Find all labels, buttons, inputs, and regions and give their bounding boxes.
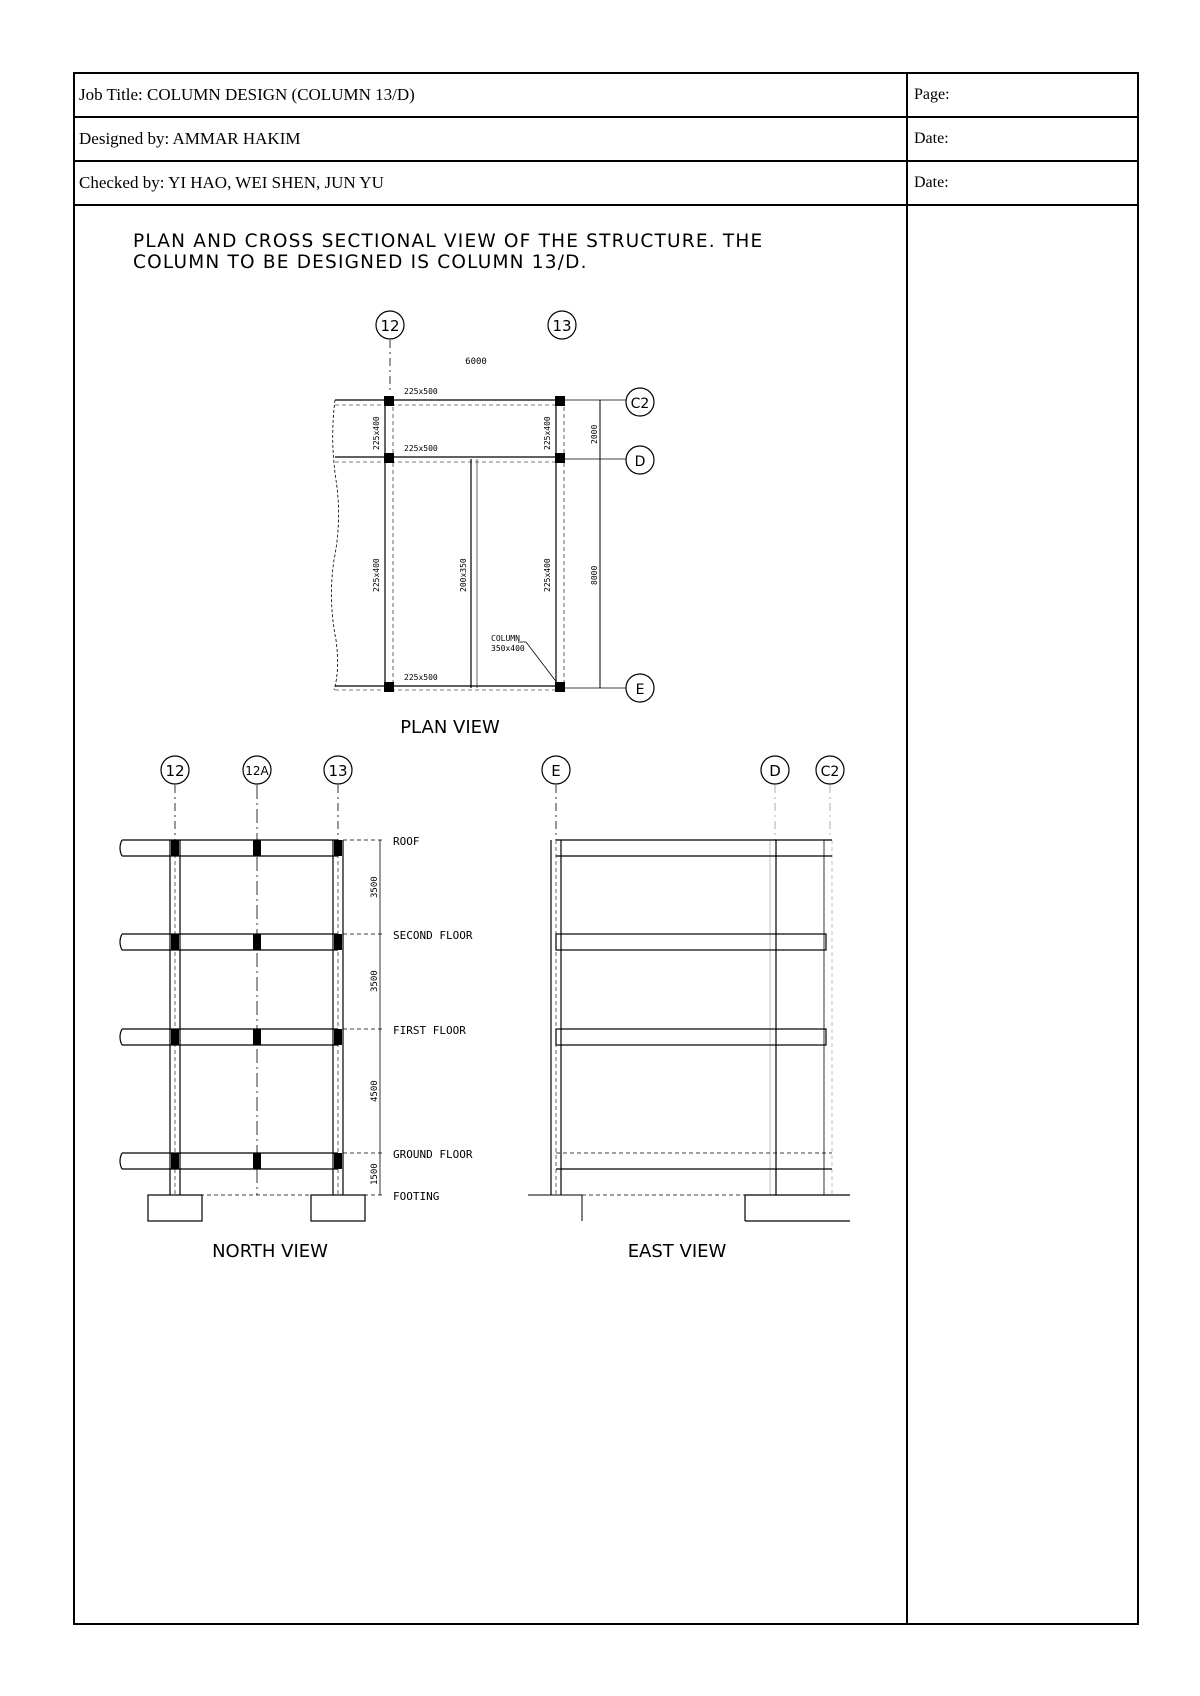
footing-e — [528, 1195, 582, 1221]
plan-beam-mid-label: 225x500 — [404, 444, 438, 453]
job-title: Job Title: COLUMN DESIGN (COLUMN 13/D) — [75, 74, 908, 116]
grid-bubble-13-north — [324, 756, 352, 784]
svg-text:D: D — [769, 762, 781, 780]
north-view — [120, 756, 473, 1262]
plan-beam-top-label: 225x500 — [404, 387, 438, 396]
svg-text:C2: C2 — [630, 396, 650, 412]
grid-bubble-e-plan — [626, 674, 654, 702]
grid-bubble-12-plan — [376, 311, 404, 339]
north-height-3: 4500 — [370, 1080, 380, 1102]
north-height-4: 1500 — [370, 1163, 380, 1185]
date-label-designed: Date: — [914, 130, 949, 147]
grid-bubble-13-plan — [548, 311, 576, 339]
footing-12 — [148, 1195, 202, 1221]
svg-text:13: 13 — [552, 317, 572, 335]
grid-bubble-12-north — [161, 756, 189, 784]
grid-bubble-d-east — [761, 756, 789, 784]
plan-span-right-lower: 8000 — [590, 565, 599, 585]
svg-text:E: E — [635, 682, 645, 698]
plan-view — [331, 311, 654, 738]
east-view — [528, 756, 850, 1262]
level-footing: FOOTING — [393, 1190, 440, 1203]
level-roof: ROOF — [393, 835, 420, 848]
plan-column-label: COLUMN — [491, 634, 520, 643]
plan-beam-right-upper-label: 225x400 — [543, 416, 552, 450]
designed-by: Designed by: AMMAR HAKIM — [75, 118, 908, 160]
svg-text:C2: C2 — [820, 764, 840, 780]
plan-span-top: 6000 — [465, 357, 487, 367]
note-line-1: PLAN AND CROSS SECTIONAL VIEW OF THE STRUCTURE. THE — [133, 231, 764, 252]
plan-view-caption: PLAN VIEW — [400, 717, 500, 738]
plan-beam-bottom-label: 225x500 — [404, 673, 438, 682]
page-label: Page: — [914, 86, 950, 103]
plan-columns — [384, 396, 565, 692]
grid-bubble-e-east — [542, 756, 570, 784]
plan-beam-left-lower-label: 225x400 — [372, 558, 381, 592]
plan-beam-right-lower-label: 225x400 — [543, 558, 552, 592]
svg-text:12: 12 — [380, 317, 400, 335]
grid-bubble-c2-plan — [626, 388, 654, 416]
east-view-caption: EAST VIEW — [627, 1241, 727, 1262]
svg-text:D: D — [634, 454, 646, 470]
plan-span-right-upper: 2000 — [590, 424, 599, 444]
grid-bubble-d-plan — [626, 446, 654, 474]
grid-bubble-12a-north — [243, 756, 271, 784]
north-height-2: 3500 — [370, 970, 380, 992]
plan-beam-center-label: 200x350 — [459, 558, 468, 592]
level-ground-floor: GROUND FLOOR — [393, 1148, 473, 1161]
svg-text:13: 13 — [328, 762, 348, 780]
grid-bubble-c2-east — [816, 756, 844, 784]
checked-by: Checked by: YI HAO, WEI SHEN, JUN YU — [75, 162, 908, 204]
north-height-1: 3500 — [370, 876, 380, 898]
footing-13 — [311, 1195, 365, 1221]
level-first-floor: FIRST FLOOR — [393, 1024, 466, 1037]
svg-text:E: E — [551, 762, 561, 780]
footing-d — [745, 1195, 850, 1221]
north-view-caption: NORTH VIEW — [212, 1241, 328, 1262]
plan-beam-left-upper-label: 225x400 — [372, 416, 381, 450]
note-line-2: COLUMN TO BE DESIGNED IS COLUMN 13/D. — [133, 252, 588, 273]
svg-text:12A: 12A — [245, 764, 269, 778]
plan-column-size: 350x400 — [491, 644, 525, 653]
level-second-floor: SECOND FLOOR — [393, 929, 473, 942]
date-label-checked: Date: — [914, 174, 949, 191]
svg-text:12: 12 — [165, 762, 185, 780]
